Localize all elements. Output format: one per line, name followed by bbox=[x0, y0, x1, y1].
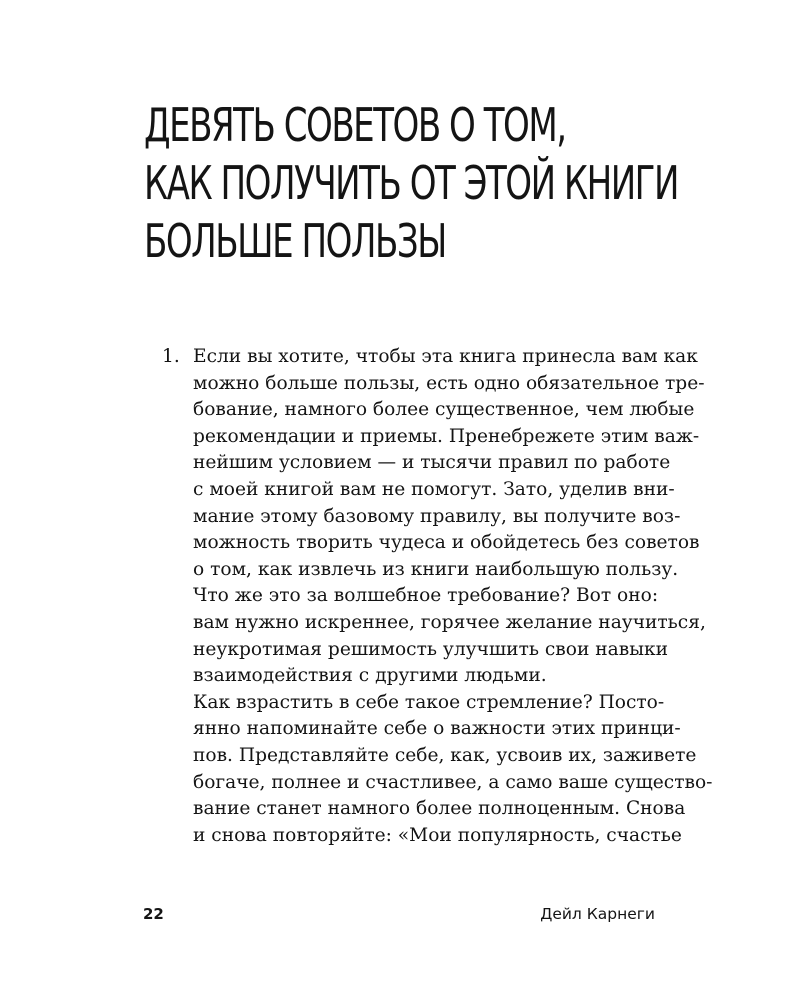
chapter-title-line: КАК ПОЛУЧИТЬ ОТ ЭТОЙ КНИГИ bbox=[144, 156, 678, 210]
text-line: можно больше пользы, есть одно обязательное тре- bbox=[193, 372, 705, 394]
text-line: пов. Представляйте себе, как, усвоив их, заживете bbox=[193, 744, 697, 766]
text-line: с моей книгой вам не помогут. Зато, уделив вни- bbox=[193, 478, 675, 500]
text-line: Если вы хотите, чтобы эта книга принесла вам как bbox=[193, 346, 698, 367]
text-line: богаче, полнее и счастливее, а само ваше существо- bbox=[193, 771, 713, 793]
text-line: можность творить чудеса и обойдетесь без советов bbox=[193, 532, 700, 554]
item-text bbox=[193, 344, 713, 849]
text-line: Как взрастить в себе такое стремление? Посто- bbox=[193, 691, 665, 713]
running-footer-author: Дейл Карнеги bbox=[540, 905, 655, 923]
chapter-title bbox=[144, 96, 678, 270]
text-line: неукротимая решимость улучшить свои навыки bbox=[193, 638, 669, 660]
text-line: взаимодействия с другими людьми. bbox=[193, 665, 547, 687]
page-number: 22 bbox=[143, 905, 164, 923]
text-line: янно напоминайте себе о важности этих принци- bbox=[193, 718, 681, 740]
text-line: мание этому базовому правилу, вы получите воз- bbox=[193, 505, 681, 527]
text-line: вание станет намного более полноценным. Снова bbox=[193, 798, 686, 820]
text-line: рекомендации и приемы. Пренебрежете этим важ- bbox=[193, 425, 700, 447]
text-line: о том, как извлечь из книги наибольшую пользу. bbox=[193, 558, 679, 580]
text-line: нейшим условием — и тысячи правил по работе bbox=[193, 452, 671, 474]
text-line: вам нужно искреннее, горячее желание научиться, bbox=[193, 611, 706, 633]
chapter-title-line: ДЕВЯТЬ СОВЕТОВ О ТОМ, bbox=[144, 98, 566, 152]
chapter-title-line: БОЛЬШЕ ПОЛЬЗЫ bbox=[144, 214, 446, 268]
item-number: 1. bbox=[162, 346, 180, 367]
text-line: и снова повторяйте: «Мои популярность, счастье bbox=[193, 824, 682, 846]
text-line: бование, намного более существенное, чем любые bbox=[193, 399, 695, 421]
text-line: Что же это за волшебное требование? Вот оно: bbox=[193, 585, 659, 607]
